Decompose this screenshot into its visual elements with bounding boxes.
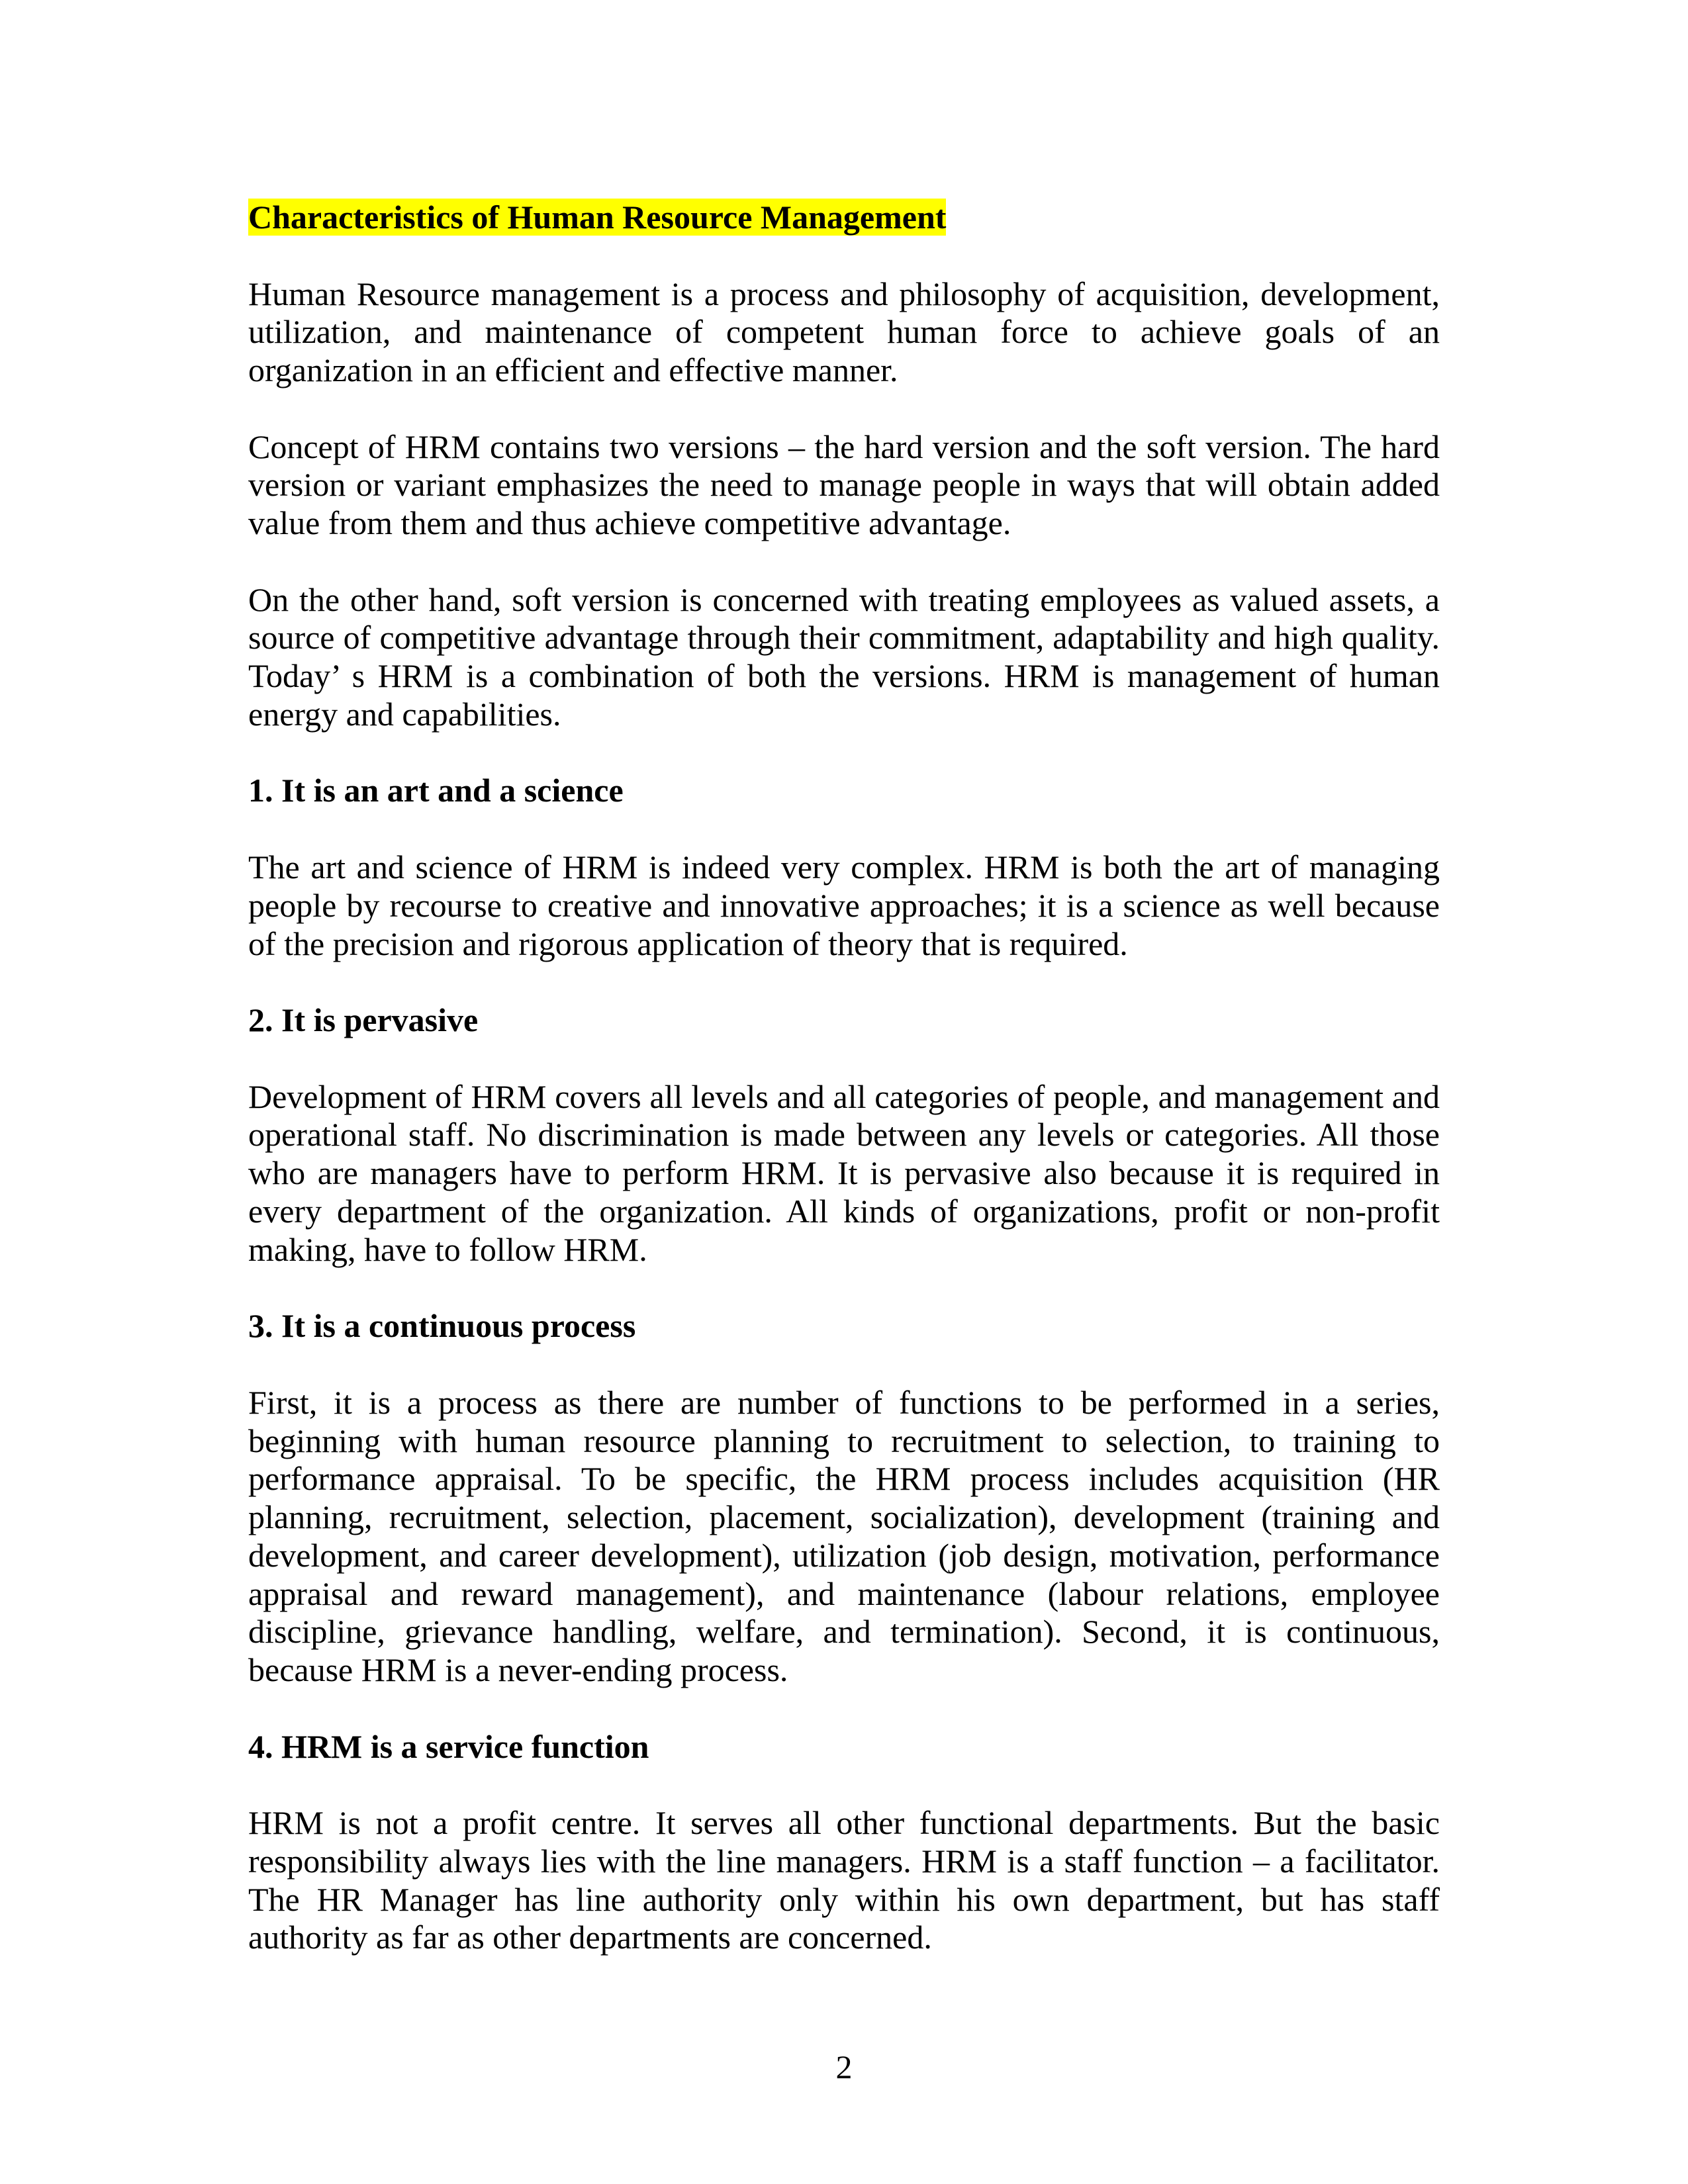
paragraph-line: Concept of HRM contains two versions – the hard version and the soft version. The hard — [248, 428, 1440, 465]
blank-line — [248, 963, 1440, 1001]
paragraph-line: First, it is a process as there are number of functions to be performed in a series, — [248, 1383, 1440, 1421]
paragraph-line: authority as far as other departments are concerned. — [248, 1919, 932, 1956]
section-3-paragraph — [248, 1384, 1440, 1690]
blank-line — [248, 734, 1440, 772]
blank-line — [248, 810, 1440, 848]
paragraph-line: discipline, grievance handling, welfare, and termination). Second, it is continuous, — [248, 1613, 1440, 1651]
blank-line — [248, 1766, 1440, 1804]
paragraph-line: performance appraisal. To be specific, the HRM process includes acquisition (HR — [248, 1460, 1440, 1498]
paragraph-line: On the other hand, soft version is concerned with treating employees as valued assets, a — [248, 580, 1440, 618]
section-1-paragraph — [248, 848, 1440, 963]
paragraph-line: organization in an efficient and effective manner. — [248, 351, 898, 389]
paragraph-line: Today’ s HRM is a combination of both the versions. HRM is management of human — [248, 657, 1440, 695]
paragraph-line: appraisal and reward management), and maintenance (labour relations, employee — [248, 1574, 1440, 1612]
paragraph-line: every department of the organization. All kinds of organizations, profit or non-profit — [248, 1192, 1440, 1230]
blank-line — [248, 237, 1440, 275]
blank-line — [248, 390, 1440, 428]
document-body — [248, 199, 1440, 1957]
page-number: 2 — [835, 2048, 853, 2085]
paragraph-line: responsibility always lies with the line managers. HRM is a staff function – a facilitator. — [248, 1842, 1440, 1880]
document-title: Characteristics of Human Resource Management — [248, 199, 947, 236]
paragraph-line: energy and capabilities. — [248, 695, 561, 733]
paragraph-line: making, have to follow HRM. — [248, 1230, 647, 1268]
section-2-paragraph — [248, 1078, 1440, 1269]
blank-line — [248, 1269, 1440, 1307]
paragraph-line: beginning with human resource planning to recruitment to selection, to training to — [248, 1422, 1440, 1459]
paragraph-line: source of competitive advantage through their commitment, adaptability and high quality. — [248, 619, 1440, 657]
paragraph-line: planning, recruitment, selection, placement, socialization), development (training and — [248, 1498, 1440, 1536]
section-heading-4: 4. HRM is a service function — [248, 1727, 649, 1765]
paragraph-line: Human Resource management is a process and philosophy of acquisition, development, — [248, 275, 1440, 312]
paragraph-line: HRM is not a profit centre. It serves all other functional departments. But the basic — [248, 1804, 1440, 1842]
paragraph-line: of the precision and rigorous application of theory that is required. — [248, 925, 1128, 962]
paragraph-line: because HRM is a never-ending process. — [248, 1651, 788, 1689]
paragraph-line: people by recourse to creative and innovative approaches; it is a science as well because — [248, 886, 1440, 924]
section-heading-2: 2. It is pervasive — [248, 1001, 479, 1039]
intro-paragraph-1 — [248, 275, 1440, 390]
document-title-line — [248, 199, 1440, 237]
intro-paragraph-2 — [248, 428, 1440, 543]
paragraph-line: operational staff. No discrimination is made between any levels or categories. All those — [248, 1116, 1440, 1154]
blank-line — [248, 1040, 1440, 1078]
paragraph-line: value from them and thus achieve competitive advantage. — [248, 504, 1011, 542]
intro-paragraph-3 — [248, 581, 1440, 734]
section-heading-3: 3. It is a continuous process — [248, 1307, 636, 1345]
blank-line — [248, 543, 1440, 581]
paragraph-line: version or variant emphasizes the need to manage people in ways that will obtain added — [248, 466, 1440, 504]
blank-line — [248, 1690, 1440, 1728]
paragraph-line: development, and career development), utilization (job design, motivation, performance — [248, 1536, 1440, 1574]
section-4-paragraph — [248, 1804, 1440, 1957]
paragraph-line: Development of HRM covers all levels and all categories of people, and management and — [248, 1077, 1440, 1115]
blank-line — [248, 1345, 1440, 1384]
paragraph-line: The HR Manager has line authority only within his own department, but has staff — [248, 1880, 1440, 1918]
section-heading-1: 1. It is an art and a science — [248, 772, 624, 809]
paragraph-line: who are managers have to perform HRM. It is pervasive also because it is required in — [248, 1154, 1440, 1192]
paragraph-line: The art and science of HRM is indeed very complex. HRM is both the art of managing — [248, 848, 1440, 886]
paragraph-line: utilization, and maintenance of competent human force to achieve goals of an — [248, 313, 1440, 351]
